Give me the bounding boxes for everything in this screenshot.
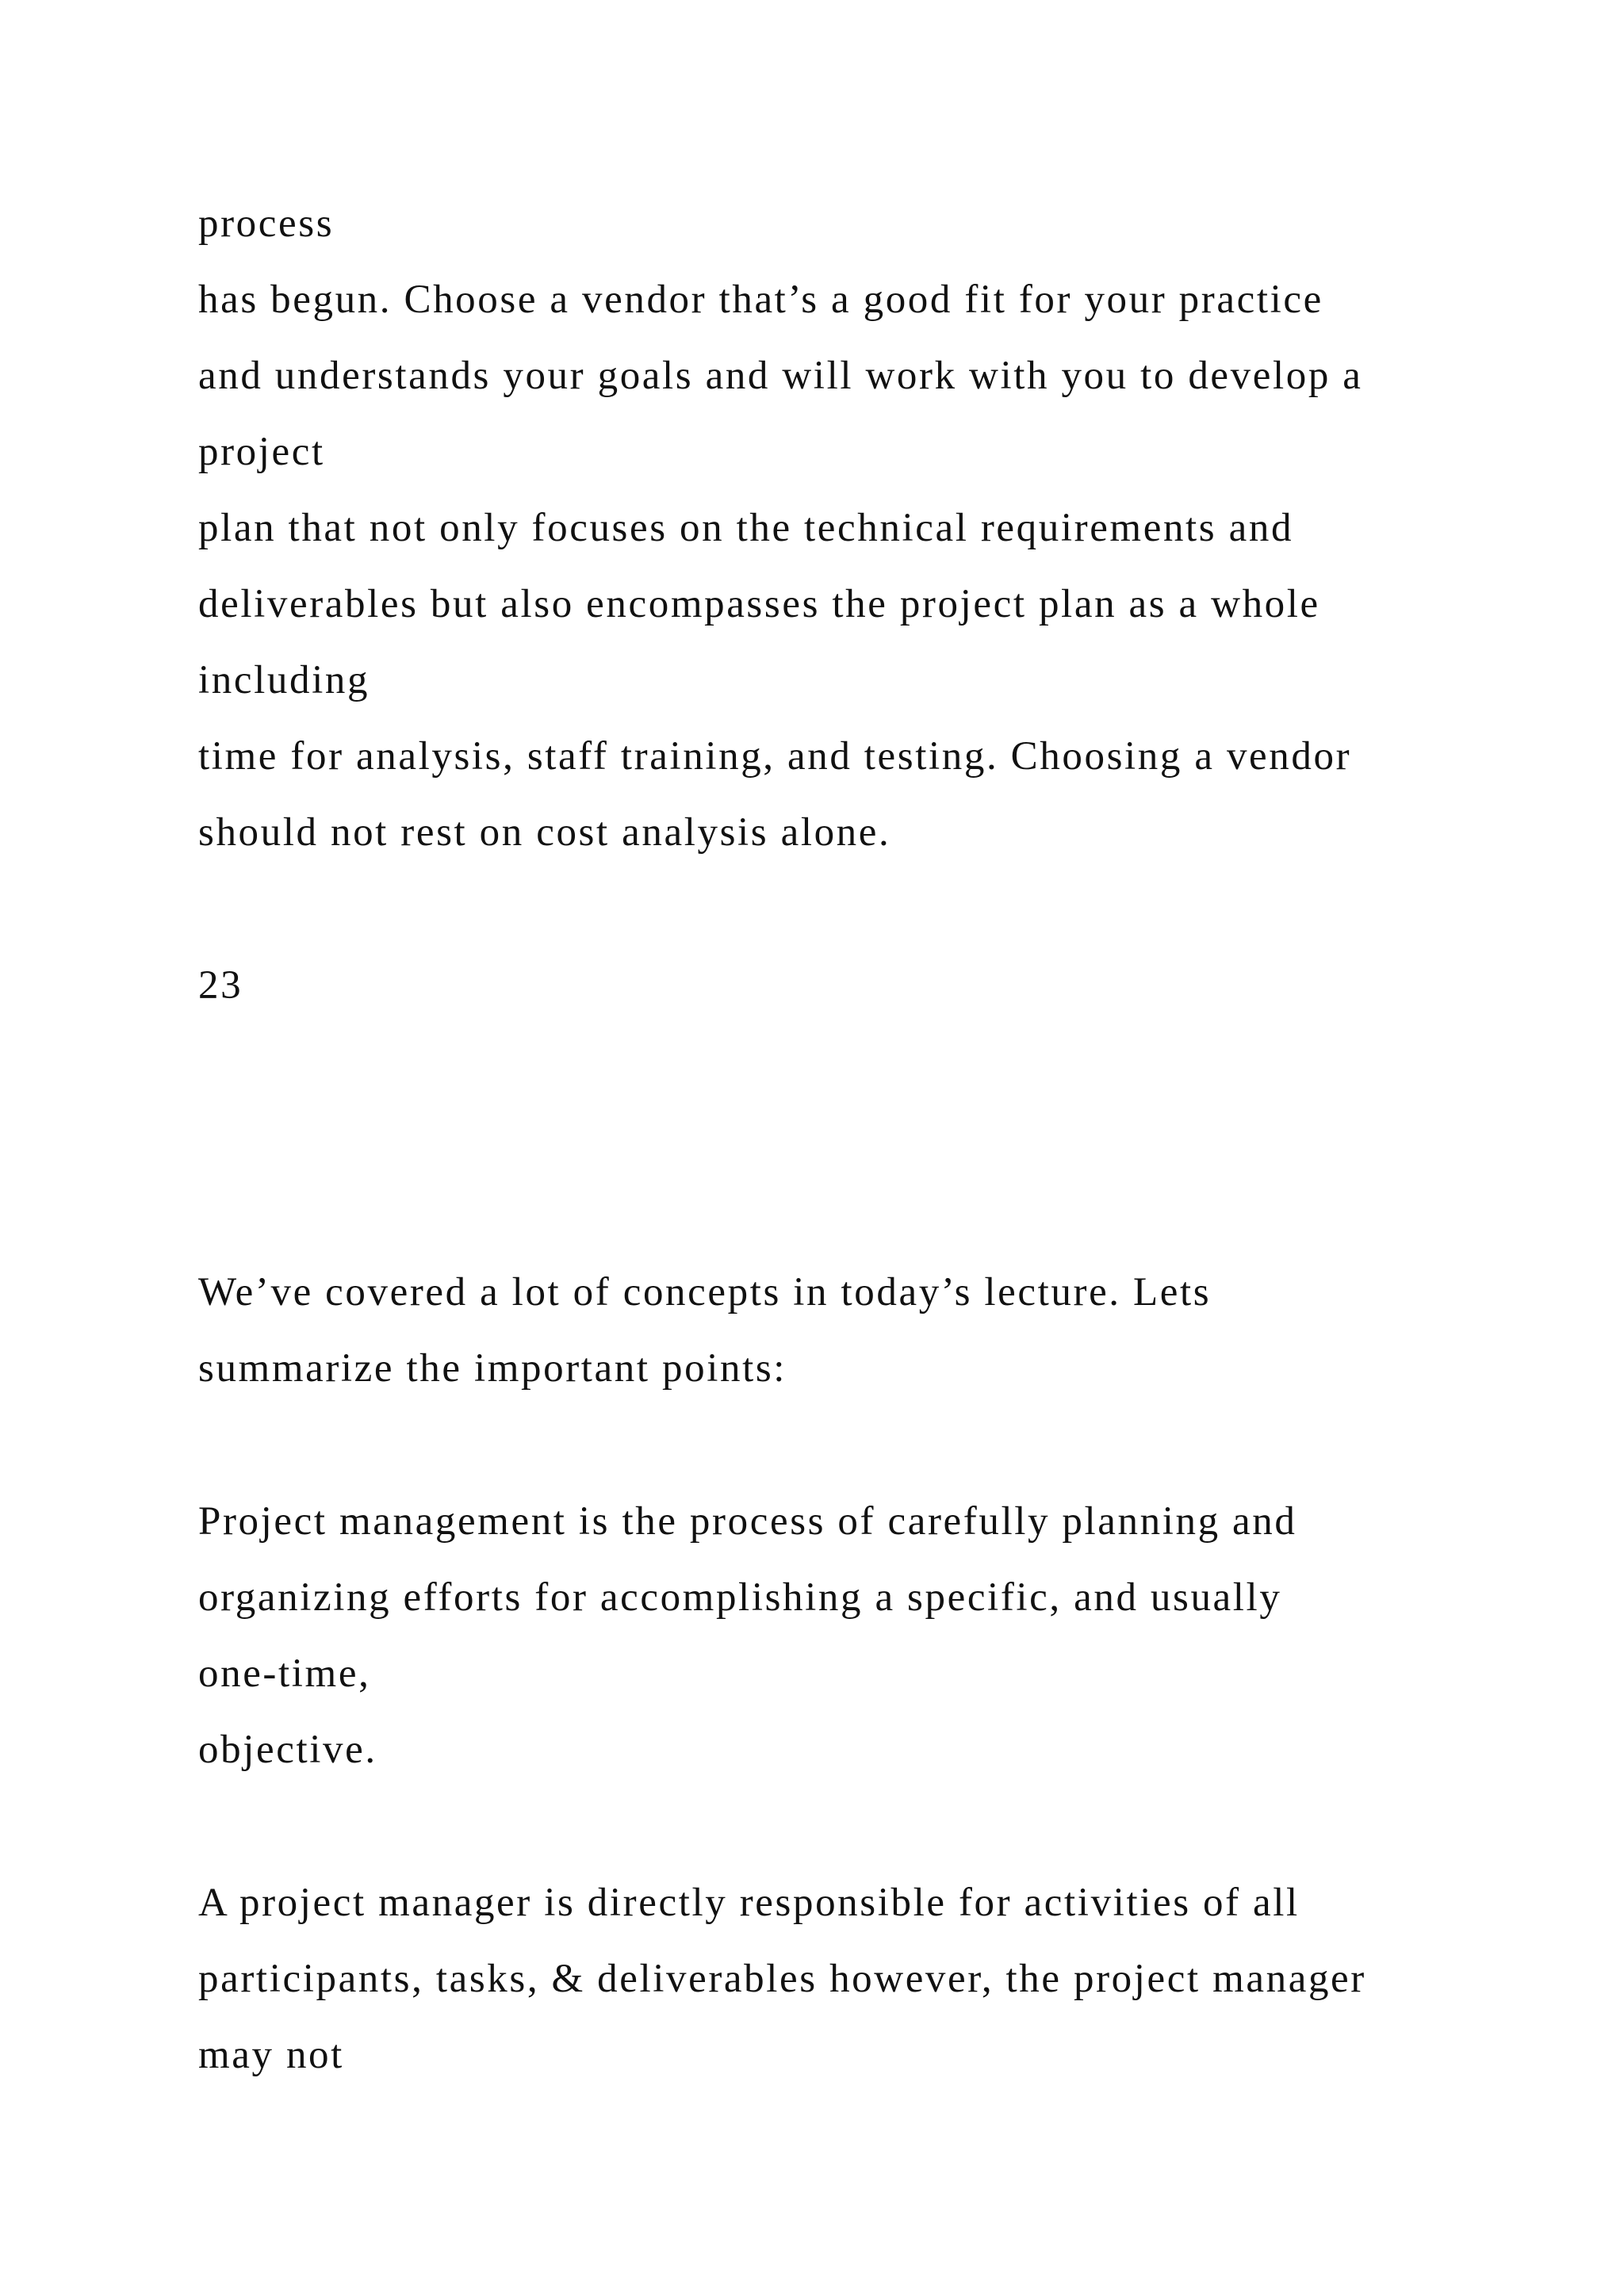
page-number: 23 [198,963,243,1008]
text-line: one-time, [198,1651,371,1696]
text-line: summarize the important points: [198,1346,787,1391]
text-line: organizing efforts for accomplishing a specific, and usually [198,1575,1282,1620]
text-line: A project manager is directly responsible for activities of all [198,1881,1300,1925]
text-line: process [198,201,335,246]
text-line: time for analysis, staff training, and testing. Choosing a vendor [198,734,1352,779]
text-line: including [198,658,370,702]
text-line: may not [198,2033,344,2077]
text-line: Project management is the process of carefully planning and [198,1499,1297,1544]
text-line: objective. [198,1728,377,1772]
text-line: We’ve covered a lot of concepts in today’s lecture. Lets [198,1270,1212,1314]
text-line: has begun. Choose a vendor that’s a good fit for your practice [198,277,1323,322]
text-line: and understands your goals and will work with you to develop a [198,354,1363,398]
text-line: participants, tasks, & deliverables however, the project manager [198,1957,1366,2001]
text-line: project [198,430,325,474]
text-line: deliverables but also encompasses the project plan as a whole [198,582,1320,626]
text-line: should not rest on cost analysis alone. [198,810,891,855]
text-line: plan that not only focuses on the technical requirements and [198,506,1294,550]
